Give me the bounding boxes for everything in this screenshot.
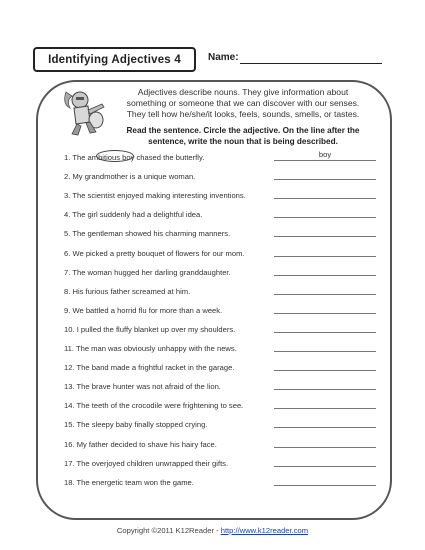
exercise-number: 4. bbox=[64, 210, 71, 220]
exercise-number: 1. bbox=[64, 153, 71, 162]
sentence-text: My grandmother is a unique woman. bbox=[72, 172, 196, 182]
sentence-part: boy chased the butterfly. bbox=[120, 153, 205, 162]
exercise-number: 7. bbox=[64, 267, 71, 277]
answer-line[interactable] bbox=[274, 322, 376, 333]
sentence-text: I pulled the fluffy blanket up over my shoulders. bbox=[76, 324, 236, 334]
sentence-text: The teeth of the crocodile were frightening to see. bbox=[76, 401, 244, 411]
exercise-sentence bbox=[64, 191, 246, 200]
sentence-text: The sleepy baby finally stopped crying. bbox=[76, 420, 208, 430]
worksheet-title bbox=[33, 47, 196, 72]
exercise-sentence bbox=[64, 153, 204, 162]
sentence-text: The scientist enjoyed making interesting inventions. bbox=[72, 191, 246, 201]
sentence-text: My father decided to shave his hairy face. bbox=[76, 439, 217, 449]
exercise-number: 12. bbox=[64, 363, 75, 373]
exercise-number: 2. bbox=[64, 172, 71, 182]
answer-line[interactable] bbox=[274, 265, 376, 276]
answer-line[interactable] bbox=[274, 284, 376, 295]
sentence-text: We battled a horrid flu for more than a week. bbox=[72, 305, 223, 315]
sentence-part: The bbox=[72, 153, 88, 162]
exercise-number: 6. bbox=[64, 248, 71, 258]
exercise-number: 8. bbox=[64, 286, 71, 296]
sentence-text: The man was obviously unhappy with the news. bbox=[75, 344, 237, 353]
exercise-sentence bbox=[64, 306, 222, 315]
answer-line[interactable] bbox=[274, 188, 376, 199]
answer-line[interactable] bbox=[274, 303, 376, 314]
exercise-number: 13. bbox=[64, 382, 75, 392]
circled-adjective: ambitious bbox=[87, 153, 121, 162]
exercise-number: 9. bbox=[64, 305, 71, 315]
name-label: Name: bbox=[208, 52, 239, 63]
sentence-text: His furious father screamed at him. bbox=[72, 286, 191, 296]
exercise-number: 11. bbox=[64, 344, 74, 353]
answer-line[interactable] bbox=[274, 207, 376, 218]
exercise-number: 17. bbox=[64, 458, 75, 468]
exercise-number: 3. bbox=[64, 191, 71, 201]
exercise-sentence bbox=[64, 459, 228, 468]
instructions: Read the sentence. Circle the adjective. On the line after the sentence, write the noun that is being described. bbox=[126, 126, 360, 146]
sentence-text: The overjoyed children unwrapped their gifts. bbox=[76, 458, 229, 468]
exercise-number: 16. bbox=[64, 439, 75, 449]
sentence-text: The energetic team won the game. bbox=[76, 477, 194, 487]
sentence-text: The band made a frightful racket in the garage. bbox=[76, 363, 235, 373]
exercise-sentence bbox=[64, 478, 194, 487]
exercise-sentence bbox=[64, 229, 230, 238]
exercise-sentence bbox=[64, 249, 245, 258]
intro-paragraph: Adjectives describe nouns. They give information about something or someone that we can discover with our senses. They tell how he/she/it looks, feels, sounds, smells, or tastes. bbox=[126, 87, 360, 119]
exercise-number: 18. bbox=[64, 477, 75, 487]
exercise-number: 5. bbox=[64, 229, 71, 239]
sentence-text: The brave hunter was not afraid of the lion. bbox=[76, 382, 221, 392]
exercise-sentence bbox=[64, 287, 190, 296]
k12reader-link[interactable]: http://www.k12reader.com bbox=[220, 526, 309, 535]
answer-line[interactable] bbox=[274, 341, 376, 352]
exercise-sentence bbox=[64, 440, 217, 449]
exercise-sentence bbox=[64, 344, 237, 353]
exercise-sentence bbox=[64, 420, 207, 429]
exercise-sentence bbox=[64, 382, 221, 391]
exercise-number: 15. bbox=[64, 420, 75, 430]
answer-line[interactable]: boy bbox=[274, 150, 376, 161]
answer-line[interactable] bbox=[274, 226, 376, 237]
footer bbox=[0, 526, 425, 535]
title-number: 4 bbox=[174, 53, 181, 66]
exercise-sentence bbox=[64, 268, 231, 277]
sentence-text: The woman hugged her darling granddaughter. bbox=[72, 267, 231, 277]
answer-line[interactable] bbox=[274, 437, 376, 448]
name-field-line[interactable] bbox=[240, 63, 382, 64]
exercise-sentence bbox=[64, 363, 234, 372]
sentence-text: We picked a pretty bouquet of flowers for our mom. bbox=[72, 248, 245, 258]
answer-line[interactable] bbox=[274, 379, 376, 390]
sentence-text: The girl suddenly had a delightful idea. bbox=[72, 210, 203, 220]
title-text: Identifying Adjectives bbox=[48, 53, 171, 66]
answer-line[interactable] bbox=[274, 169, 376, 180]
answer-line[interactable] bbox=[274, 417, 376, 428]
answer-line[interactable] bbox=[274, 246, 376, 257]
answer-line[interactable] bbox=[274, 475, 376, 486]
exercise-sentence bbox=[64, 325, 235, 334]
answer-line[interactable] bbox=[274, 360, 376, 371]
sentence-text: The gentleman showed his charming manners. bbox=[72, 229, 231, 239]
exercise-number: 10. bbox=[64, 324, 75, 334]
exercise-sentence bbox=[64, 210, 202, 219]
answer-line[interactable] bbox=[274, 398, 376, 409]
knight-mascot-icon bbox=[60, 86, 116, 138]
exercise-sentence bbox=[64, 172, 195, 181]
exercise-number: 14. bbox=[64, 401, 75, 411]
exercise-sentence bbox=[64, 401, 243, 410]
answer-line[interactable] bbox=[274, 456, 376, 467]
copyright-text: Copyright ©2011 K12Reader - bbox=[116, 526, 221, 535]
